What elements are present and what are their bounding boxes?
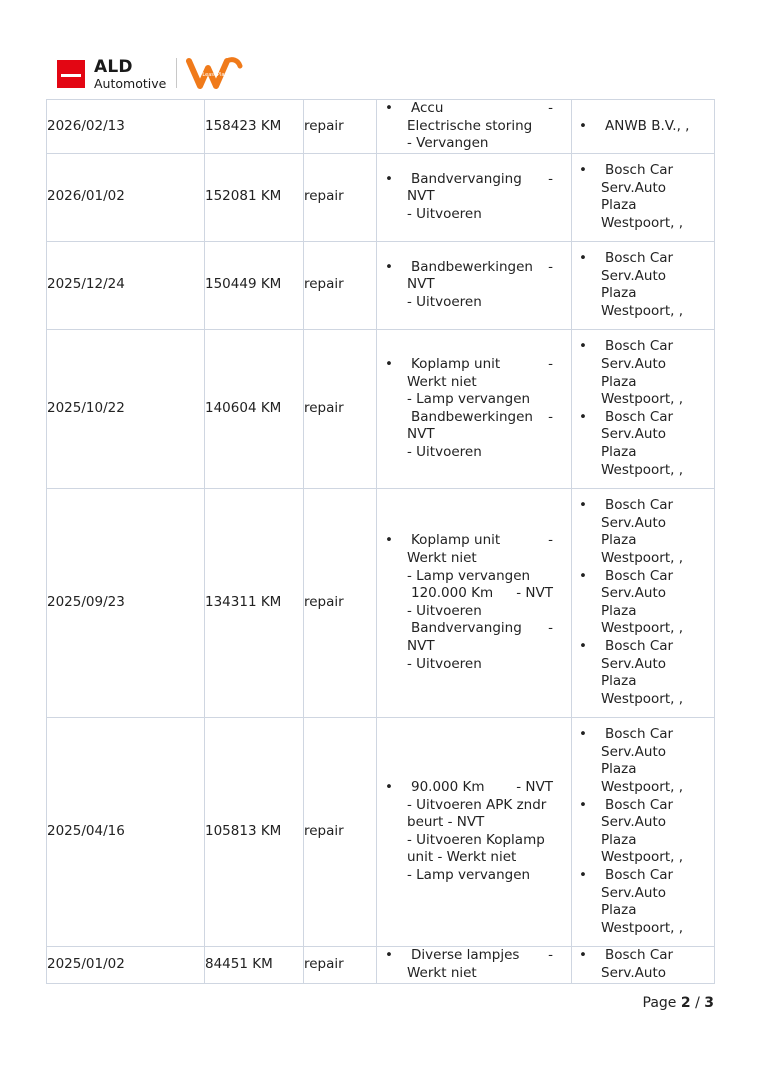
description-text: - [548,100,553,116]
vendor-name-line: • Bosch Car [605,866,674,883]
odometer-km: 134311 KM [205,488,304,717]
list-item [572,726,714,796]
description-line [407,550,571,568]
vendor-name-line: Westpoort, , [601,919,683,936]
service-type: repair [304,329,377,488]
brand-name: ALD [94,57,133,77]
page-total: 3 [704,995,714,1011]
service-description [377,946,572,983]
description-line [407,965,571,983]
vendor-list [572,338,714,479]
description-line [407,656,571,674]
vendor-name-line: Westpoort, , [601,690,683,707]
vendor-name-line: • Bosch Car [605,250,674,267]
description-line [407,135,571,153]
description-line [407,444,571,462]
odometer-km: 152081 KM [205,153,304,241]
vendor-name-line: Plaza [601,902,637,919]
service-vendor [572,100,715,154]
description-line [407,638,571,656]
description-text: - Vervangen [407,135,489,152]
description-line [407,100,571,118]
description-line [407,374,571,392]
description-line [407,356,571,374]
description-text: - [548,170,553,187]
description-text: - Uitvoeren [407,206,482,223]
service-vendor [572,241,715,329]
table-row [47,488,715,717]
description-line [407,779,571,797]
list-item [572,250,714,320]
service-type: repair [304,241,377,329]
description-text: - Lamp vervangen [407,391,531,408]
description-text: - [548,947,553,964]
description-list [377,779,571,885]
service-vendor [572,946,715,983]
table-body [47,100,715,984]
vendor-name-line: Westpoort, , [601,620,683,637]
description-text: - NVT [516,585,553,602]
vendor-list [572,726,714,937]
description-text: Werkt niet [407,373,477,390]
service-date: 2026/02/13 [47,100,205,154]
list-item [377,947,571,982]
description-list [377,259,571,312]
table-row [47,153,715,241]
table-row [47,717,715,946]
description-text: - [548,258,553,275]
vendor-name-line: • Bosch Car [605,947,674,964]
list-item [572,568,714,638]
odometer-km: 158423 KM [205,100,304,154]
vendor-name-line: • ANWB B.V., , [605,117,690,134]
description-text: NVT [407,188,435,205]
description-line [407,276,571,294]
service-description [377,717,572,946]
description-text: - [548,408,553,425]
description-text: NVT [407,276,435,293]
service-date: 2025/04/16 [47,717,205,946]
vendor-name-line: Serv.Auto [601,585,667,602]
vendor-list [572,947,714,982]
description-list [377,532,571,673]
service-type: repair [304,717,377,946]
description-text: - Lamp vervangen [407,567,531,584]
description-text: • Bandvervanging [411,170,522,187]
list-item [572,638,714,708]
list-item [572,947,714,982]
vendor-name-line: • Bosch Car [605,726,674,743]
table-row [47,241,715,329]
vendor-list [572,497,714,708]
vendor-name-line: • Bosch Car [605,338,674,355]
description-line [407,294,571,312]
service-date: 2025/09/23 [47,488,205,717]
description-text: NVT [407,426,435,443]
leaseplan-logo-icon [186,56,244,90]
description-text: - [548,620,553,637]
description-text: • 90.000 Km [411,779,485,795]
list-item [377,779,571,885]
list-item [377,356,571,462]
vendor-name-line: Plaza [601,197,637,214]
description-text: • Bandbewerkingen [411,258,533,275]
ald-logo-icon [57,60,85,88]
odometer-km: 140604 KM [205,329,304,488]
page-label: Page [642,995,677,1011]
description-line [407,259,571,277]
description-text: - Lamp vervangen [407,866,531,883]
service-type: repair [304,946,377,983]
table-row [47,100,715,154]
list-item [572,867,714,937]
odometer-km: 105813 KM [205,717,304,946]
vendor-name-line: • Bosch Car [605,497,674,514]
leaseplan-logo-text: LeasePlan [202,72,228,78]
service-date: 2025/12/24 [47,241,205,329]
list-item [572,409,714,479]
description-text: NVT [407,637,435,654]
description-line [407,585,571,603]
page-footer [643,995,714,1011]
service-date: 2026/01/02 [47,153,205,241]
description-line [407,118,571,136]
vendor-name-line: Westpoort, , [601,214,683,231]
description-text: Werkt niet [407,550,477,566]
vendor-name-line: Plaza [601,373,637,390]
vendor-name-line: Plaza [601,285,637,302]
description-text: 120.000 Km [411,585,494,602]
vendor-name-line: Westpoort, , [601,461,683,478]
vendor-name-line: Serv.Auto [601,884,667,901]
description-text: - Uitvoeren [407,655,482,672]
list-item [377,171,571,224]
service-description [377,100,572,154]
service-date: 2025/01/02 [47,946,205,983]
vehicle-history-table [46,99,715,984]
list-item [572,338,714,408]
description-text: - Uitvoeren [407,294,482,311]
vendor-name-line: Plaza [601,831,637,848]
vendor-name-line: • Bosch Car [605,796,674,813]
description-line [407,532,571,550]
service-vendor [572,717,715,946]
page-separator: / [695,995,700,1011]
vendor-name-line: Westpoort, , [601,550,683,566]
description-line [407,849,571,867]
description-line [407,947,571,965]
vendor-list [572,250,714,320]
description-text: Werkt niet [407,964,477,981]
description-line [407,797,571,815]
odometer-km: 150449 KM [205,241,304,329]
list-item [572,797,714,867]
vendor-name-line: Westpoort, , [601,779,683,795]
vendor-name-line: Plaza [601,532,637,549]
description-line [407,188,571,206]
vendor-name-line: Serv.Auto [601,356,667,372]
description-list [377,171,571,224]
service-vendor [572,329,715,488]
description-line [407,832,571,850]
description-text: Bandbewerkingen [411,408,533,425]
service-type: repair [304,488,377,717]
vendor-list [572,162,714,232]
description-line [407,171,571,189]
description-text: Bandvervanging [411,620,522,637]
description-text: - Uitvoeren APK zndr [407,796,547,813]
vendor-name-line: Serv.Auto [601,964,667,981]
vendor-name-line: Plaza [601,761,637,778]
page-header [57,56,257,92]
header-divider [176,58,177,88]
description-line [407,568,571,586]
vendor-name-line: Plaza [601,602,637,619]
list-item [572,162,714,232]
vendor-name-line: Serv.Auto [601,655,667,672]
service-date: 2025/10/22 [47,329,205,488]
description-text: • Koplamp unit [411,532,501,549]
vendor-name-line: Serv.Auto [601,179,667,196]
service-description [377,329,572,488]
description-text: - NVT [516,779,553,795]
description-line [407,391,571,409]
vendor-name-line: Plaza [601,443,637,460]
description-list [377,356,571,462]
description-text: beurt - NVT [407,814,485,831]
description-text: • Koplamp unit [411,356,501,372]
vendor-name-line: Serv.Auto [601,814,667,831]
description-text: • Diverse lampjes [411,947,520,964]
list-item [572,497,714,567]
odometer-km: 84451 KM [205,946,304,983]
vendor-name-line: • Bosch Car [605,637,674,654]
vendor-name-line: Serv.Auto [601,514,667,531]
page-current: 2 [680,995,691,1011]
description-line [407,409,571,427]
vendor-name-line: • Bosch Car [605,408,674,425]
service-vendor [572,488,715,717]
list-item [377,532,571,673]
description-line [407,603,571,621]
description-text: - [548,356,553,372]
table-row [47,946,715,983]
description-text: - Uitvoeren [407,443,482,460]
description-list [377,100,571,153]
brand-subname: Automotive [94,76,167,91]
list-item [572,118,714,136]
list-item [377,100,571,153]
vendor-name-line: Westpoort, , [601,849,683,866]
service-description [377,241,572,329]
service-type: repair [304,153,377,241]
description-line [407,426,571,444]
vendor-name-line: Plaza [601,673,637,690]
description-text: • Accu [411,100,444,116]
service-description [377,488,572,717]
vendor-name-line: Serv.Auto [601,267,667,284]
description-text: - Uitvoeren [407,602,482,619]
description-text: - [548,532,553,549]
vendor-name-line: • Bosch Car [605,162,674,179]
table-row [47,329,715,488]
service-description [377,153,572,241]
service-type: repair [304,100,377,154]
description-text: Electrische storing [407,117,533,134]
vendor-name-line: Serv.Auto [601,743,667,760]
vendor-list [572,118,714,136]
description-text: - Uitvoeren Koplamp [407,831,545,848]
vendor-name-line: • Bosch Car [605,567,674,584]
description-line [407,620,571,638]
vendor-name-line: Serv.Auto [601,426,667,443]
vendor-name-line: Westpoort, , [601,302,683,319]
description-list [377,947,571,982]
list-item [377,259,571,312]
description-line [407,206,571,224]
description-text: unit - Werkt niet [407,849,517,866]
service-vendor [572,153,715,241]
description-line [407,867,571,885]
vendor-name-line: Westpoort, , [601,391,683,408]
description-line [407,814,571,832]
